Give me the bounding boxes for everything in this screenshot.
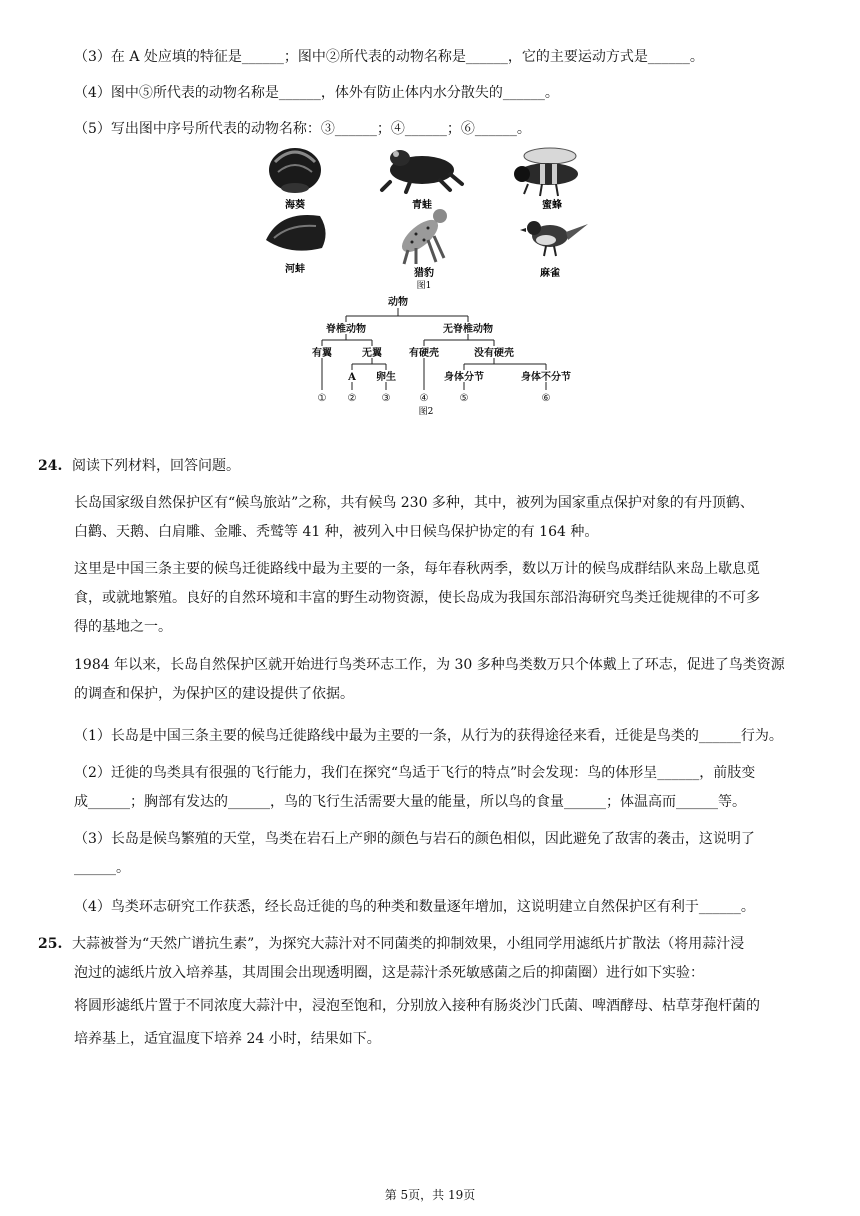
q24-material-1b: 白鹳、天鹅、白肩雕、金雕、秃鹫等 41 种，被列入中日候鸟保护协定的有 164 种。 bbox=[74, 524, 599, 540]
tree-has-wings: 有翼 bbox=[312, 348, 332, 359]
tree-invertebrate: 无脊椎动物 bbox=[443, 324, 493, 335]
q24-material-2a: 这里是中国三条主要的候鸟迁徙路线中最为主要的一条，每年春秋两季，数以万计的候鸟成群结队来岛上歇息觅 bbox=[74, 561, 760, 577]
tree-root: 动物 bbox=[388, 297, 408, 308]
q23-sub3: （3）在 A 处应填的特征是______；图中②所代表的动物名称是______，它的主要运动方式是______。 bbox=[74, 49, 704, 65]
q24-sub3a: （3）长岛是候鸟繁殖的天堂，鸟类在岩石上产卵的颜色与岩石的颜色相似，因此避免了敌害的袭击，这说明了 bbox=[74, 831, 755, 847]
q24-material-2c: 得的基地之一。 bbox=[74, 619, 172, 635]
q24-number: 24. bbox=[38, 458, 63, 474]
label-cheetah: 猎豹 bbox=[414, 268, 434, 279]
q25-line-2: 泡过的滤纸片放入培养基，其周围会出现透明圈，这是蒜汁杀死敏感菌之后的抑菌圈）进行如下实验： bbox=[74, 965, 704, 981]
frog-image bbox=[382, 150, 462, 192]
sea-anemone-image bbox=[269, 148, 321, 193]
label-bee: 蜜蜂 bbox=[542, 200, 562, 211]
label-sea-anemone: 海葵 bbox=[285, 200, 305, 211]
sparrow-image bbox=[520, 221, 588, 256]
tree-has-shell: 有硬壳 bbox=[409, 348, 439, 359]
q25-heading bbox=[38, 934, 744, 954]
q24-material-2b: 食，或就地繁殖。良好的自然环境和丰富的野生动物资源，使长岛成为我国东部沿海研究鸟类迁徙规律的不可多 bbox=[74, 590, 760, 606]
tree-n4: ④ bbox=[419, 393, 429, 404]
label-sparrow: 麻雀 bbox=[540, 268, 560, 279]
bee-image bbox=[514, 148, 578, 196]
q25-line-3: 将圆形滤纸片置于不同浓度大蒜汁中，浸泡至饱和，分别放入接种有肠炎沙门氏菌、啤酒酵母、枯草芽孢杆菌的 bbox=[74, 998, 760, 1014]
q23-sub5: （5）写出图中序号所代表的动物名称：③______；④______；⑥______。 bbox=[74, 121, 531, 137]
q25-line-4: 培养基上，适宜温度下培养 24 小时，结果如下。 bbox=[74, 1031, 381, 1047]
page-footer: 第 5页，共 19页 bbox=[384, 1188, 476, 1202]
q24-title: 阅读下列材料，回答问题。 bbox=[72, 458, 240, 474]
tree-n6: ⑥ bbox=[541, 393, 551, 404]
tree-n1: ① bbox=[317, 393, 327, 404]
label-frog: 青蛙 bbox=[412, 200, 432, 211]
fig2-caption: 图2 bbox=[418, 407, 434, 417]
q24-material-3b: 的调查和保护，为保护区的建设提供了依据。 bbox=[74, 686, 354, 702]
tree-unsegmented: 身体不分节 bbox=[521, 372, 571, 383]
fig1-caption: 图1 bbox=[416, 281, 432, 291]
label-mussel: 河蚌 bbox=[285, 264, 305, 275]
cheetah-image bbox=[397, 209, 447, 264]
q24-sub3b: ______。 bbox=[74, 860, 130, 876]
q24-sub2a: （2）迁徙的鸟类具有很强的飞行能力，我们在探究“鸟适于飞行的特点”时会发现：鸟的体形呈______，前肢变 bbox=[74, 765, 756, 781]
tree-vertebrate: 脊椎动物 bbox=[326, 324, 366, 335]
q24-material-1a: 长岛国家级自然保护区有“候鸟旅站”之称，共有候鸟 230 多种，其中，被列为国家重点保护对象的有丹顶鹤、 bbox=[74, 495, 754, 511]
q24-sub2b: 成______；胸部有发达的______，鸟的飞行生活需要大量的能量，所以鸟的食量______；体温高而______等。 bbox=[74, 794, 746, 810]
tree-n2: ② bbox=[347, 393, 357, 404]
tree-no-wings: 无翼 bbox=[362, 348, 382, 359]
q24-sub1: （1）长岛是中国三条主要的候鸟迁徙路线中最为主要的一条，从行为的获得途径来看，迁徙是鸟类的______行为。 bbox=[74, 728, 783, 744]
animal-classification-figure bbox=[250, 140, 610, 422]
tree-oviparous: 卵生 bbox=[376, 372, 396, 383]
q24-heading bbox=[38, 456, 240, 476]
q24-sub4: （4）鸟类环志研究工作获悉，经长岛迁徙的鸟的种类和数量逐年增加，这说明建立自然保护区有利于______。 bbox=[74, 899, 755, 915]
tree-no-shell: 没有硬壳 bbox=[474, 348, 514, 359]
tree-segmented: 身体分节 bbox=[444, 372, 484, 383]
tree-a: A bbox=[348, 372, 356, 383]
q25-number: 25. bbox=[38, 936, 63, 952]
mussel-image bbox=[266, 215, 326, 251]
q24-material-3a: 1984 年以来，长岛自然保护区就开始进行鸟类环志工作，为 30 多种鸟类数万只个体戴上了环志，促进了鸟类资源 bbox=[74, 657, 785, 673]
q25-line-1: 大蒜被誉为“天然广谱抗生素”，为探究大蒜汁对不同菌类的抑制效果，小组同学用滤纸片扩散法（将用蒜汁浸 bbox=[72, 936, 745, 952]
q23-sub4: （4）图中⑤所代表的动物名称是______，体外有防止体内水分散失的______。 bbox=[74, 85, 559, 101]
tree-n5: ⑤ bbox=[459, 393, 469, 404]
tree-n3: ③ bbox=[381, 393, 391, 404]
